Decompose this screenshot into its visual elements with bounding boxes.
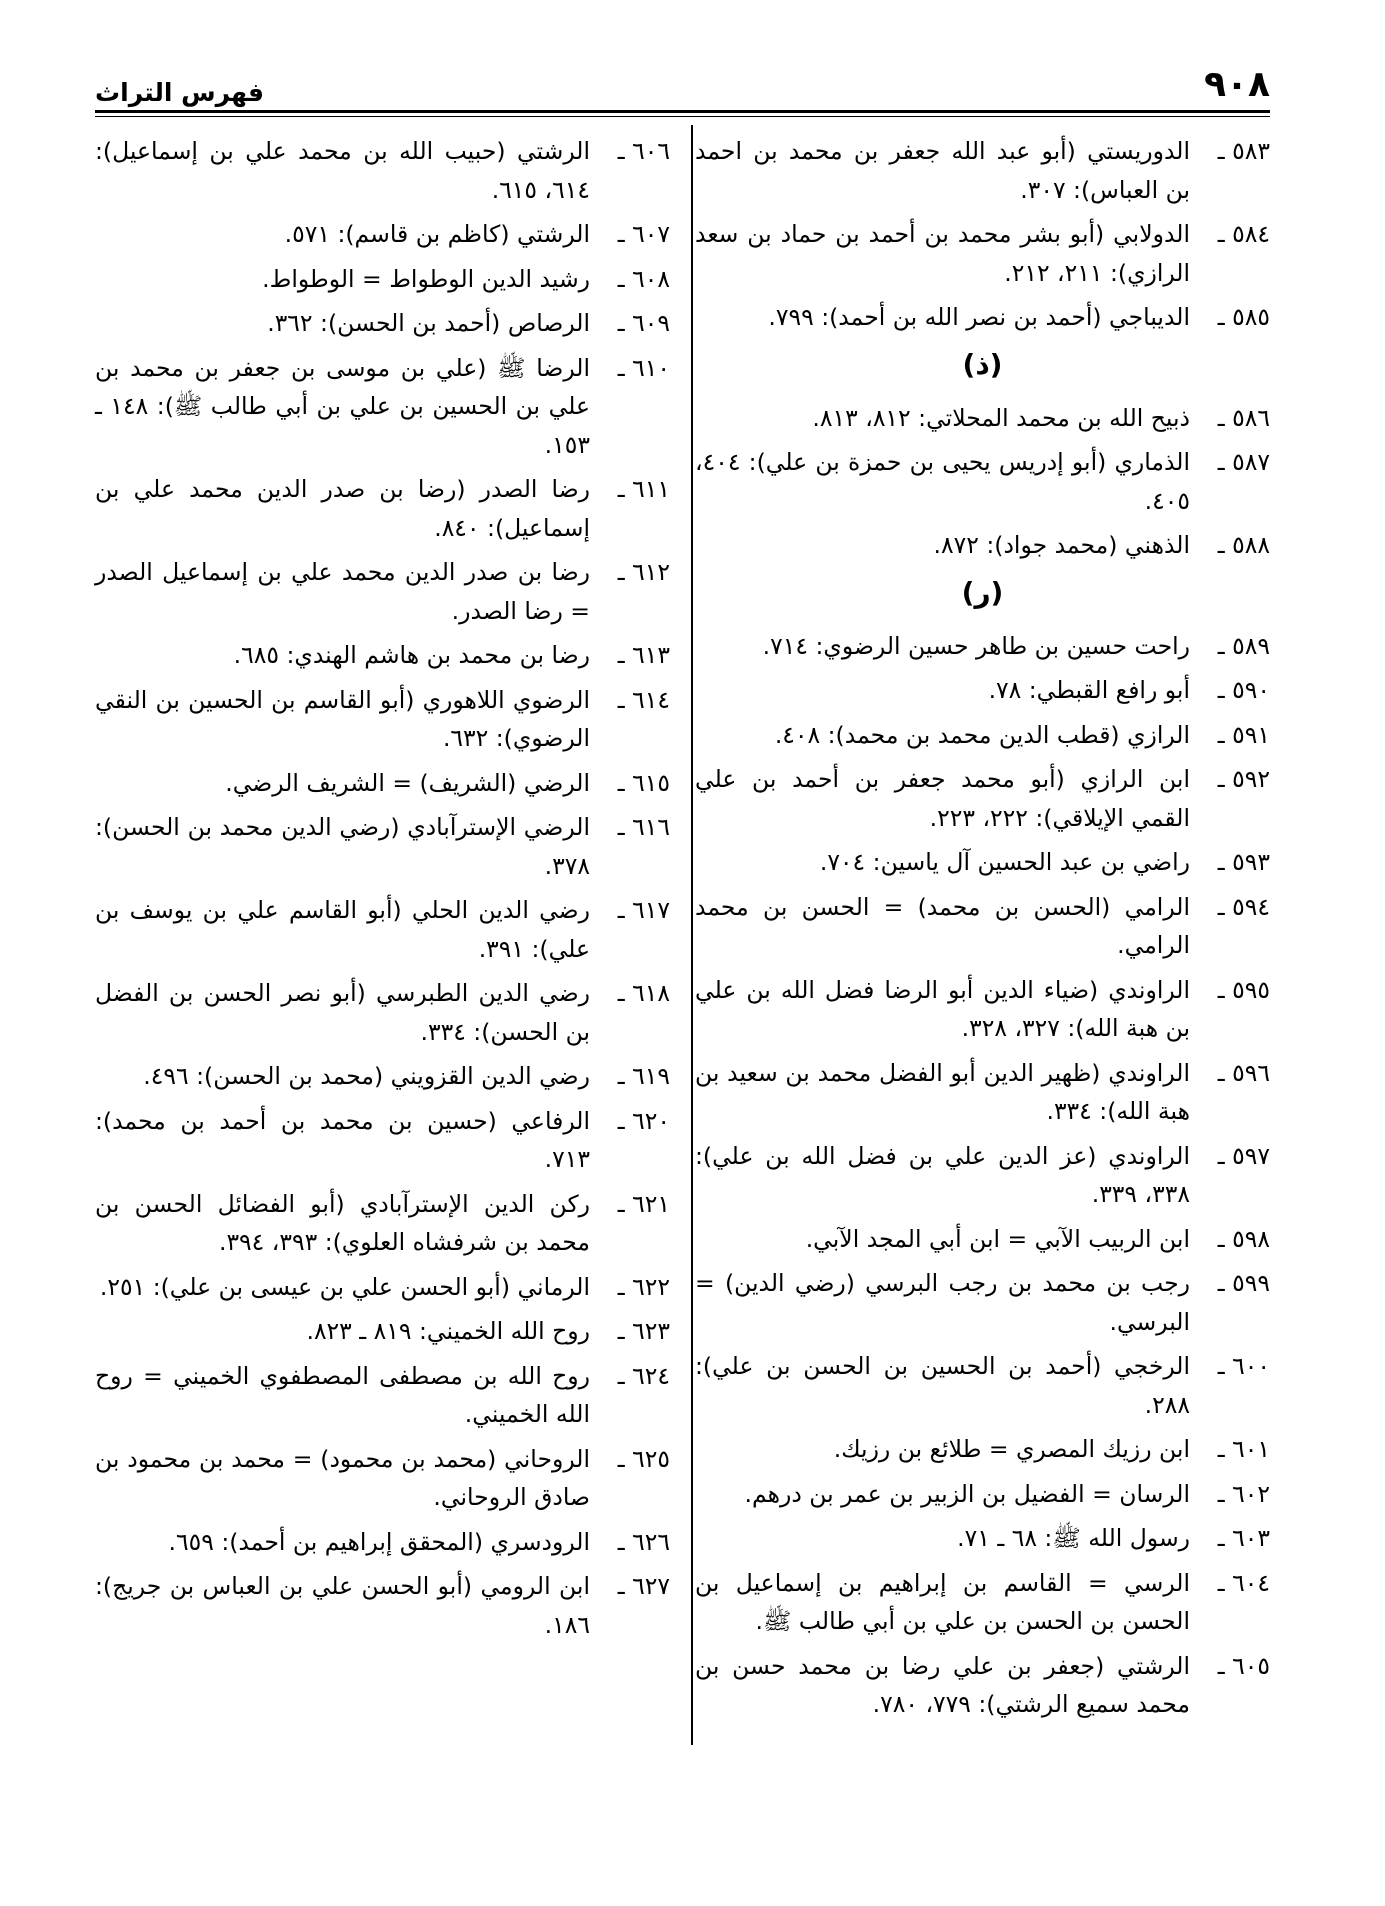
index-entry bbox=[695, 888, 1270, 965]
index-entry bbox=[695, 1264, 1270, 1341]
index-entry bbox=[95, 681, 670, 758]
entry-number: ٦٢٤ ـ bbox=[617, 1361, 670, 1390]
entry-text: الرضي (الشريف) = الشريف الرضي. bbox=[225, 768, 590, 797]
entry-number: ٥٩٥ ـ bbox=[1217, 975, 1270, 1004]
index-entry bbox=[95, 636, 670, 675]
entry-text: راضي بن عبد الحسين آل ياسين: ٧٠٤. bbox=[819, 848, 1190, 876]
index-entry bbox=[695, 1647, 1270, 1724]
entry-text: الرضي الإسترآبادي (رضي الدين محمد بن الحسن): ٣٧٨. bbox=[95, 813, 590, 880]
entry-text: الراوندي (ظهير الدين أبو الفضل محمد بن سعيد بن هبة الله): ٣٣٤. bbox=[695, 1058, 1190, 1125]
entry-text: الروحاني (محمد بن محمود) = محمد بن محمود بن صادق الروحاني. bbox=[95, 1444, 590, 1511]
entry-number: ٦٢٦ ـ bbox=[617, 1527, 670, 1556]
entry-text: الرسان = الفضيل بن الزبير بن عمر بن درهم. bbox=[744, 1479, 1190, 1508]
index-entry bbox=[95, 1523, 670, 1562]
entry-text: الراوندي (عز الدين علي بن فضل الله بن علي): ٣٣٨، ٣٣٩. bbox=[695, 1141, 1190, 1208]
entry-text: الرشتي (كاظم بن قاسم): ٥٧١. bbox=[284, 220, 590, 248]
entry-text: الرازي (قطب الدين محمد بن محمد): ٤٠٨. bbox=[774, 720, 1190, 749]
index-column-left bbox=[95, 132, 670, 1650]
entry-text: رضي الدين الحلي (أبو القاسم علي بن يوسف بن علي): ٣٩١. bbox=[95, 896, 590, 963]
entry-text: أبو رافع القبطي: ٧٨. bbox=[988, 676, 1190, 704]
index-entry bbox=[95, 1057, 670, 1096]
entry-text: الرفاعي (حسين بن محمد بن أحمد بن محمد): ٧١٣. bbox=[95, 1106, 590, 1173]
entry-number: ٦١١ ـ bbox=[617, 475, 670, 503]
index-entry bbox=[95, 553, 670, 630]
entry-text: الدولابي (أبو بشر محمد بن أحمد بن حماد بن سعد الرازي): ٢١١، ٢١٢. bbox=[695, 220, 1190, 287]
index-entry bbox=[95, 304, 670, 343]
entry-text: ابن الرومي (أبو الحسن علي بن العباس بن جريج): ١٨٦. bbox=[95, 1572, 590, 1639]
entry-text: رضا الصدر (رضا بن صدر الدين محمد علي بن إسماعيل): ٨٤٠. bbox=[95, 475, 590, 542]
entry-number: ٦٠٠ ـ bbox=[1217, 1352, 1270, 1380]
entry-number: ٦٢١ ـ bbox=[617, 1189, 670, 1218]
page-header bbox=[95, 58, 1270, 114]
entry-text: ابن الرازي (أبو محمد جعفر بن أحمد بن علي القمي الإيلاقي): ٢٢٢، ٢٢٣. bbox=[695, 765, 1190, 832]
entry-number: ٦٢٧ ـ bbox=[617, 1572, 670, 1600]
entry-number: ٥٨٤ ـ bbox=[1217, 220, 1270, 248]
index-entry bbox=[95, 974, 670, 1051]
entry-number: ٥٩٨ ـ bbox=[1217, 1224, 1270, 1253]
entry-number: ٥٩٢ ـ bbox=[1217, 765, 1270, 793]
entry-number: ٥٩٤ ـ bbox=[1217, 892, 1270, 921]
entry-text: الذهني (محمد جواد): ٨٧٢. bbox=[933, 531, 1190, 559]
entry-text: الرامي (الحسن بن محمد) = الحسن بن محمد الرامي. bbox=[695, 892, 1190, 959]
entry-text: الرشتي (حبيب الله بن محمد علي بن إسماعيل): ٦١٤، ٦١٥. bbox=[95, 137, 590, 204]
entry-number: ٥٨٣ ـ bbox=[1217, 137, 1270, 165]
entry-number: ٦١٦ ـ bbox=[617, 813, 670, 841]
index-entry bbox=[95, 1102, 670, 1179]
index-entry bbox=[695, 1430, 1270, 1469]
entry-number: ٦٠٤ ـ bbox=[1217, 1568, 1270, 1597]
index-entry bbox=[695, 132, 1270, 209]
section-letter-heading: (ر) bbox=[961, 575, 1004, 609]
index-entry bbox=[695, 443, 1270, 520]
entry-number: ٦١٧ ـ bbox=[617, 896, 670, 924]
entry-text: الديباجي (أحمد بن نصر الله بن أحمد): ٧٩٩. bbox=[768, 303, 1190, 331]
entry-text: روح الله بن مصطفى المصطفوي الخميني = روح الله الخميني. bbox=[95, 1361, 590, 1428]
index-entry bbox=[695, 1137, 1270, 1214]
entry-number: ٦٠١ ـ bbox=[1217, 1435, 1270, 1463]
entry-text: الرودسري (المحقق إبراهيم بن أحمد): ٦٥٩. bbox=[168, 1527, 590, 1556]
entry-number: ٦١٥ ـ bbox=[617, 768, 670, 797]
entry-number: ٦١٩ ـ bbox=[617, 1062, 670, 1090]
entry-text: الراوندي (ضياء الدين أبو الرضا فضل الله بن علي بن هبة الله): ٣٢٧، ٣٢٨. bbox=[695, 975, 1190, 1042]
index-entry bbox=[95, 764, 670, 803]
entry-number: ٦١٣ ـ bbox=[617, 641, 670, 669]
entry-text: رضا بن صدر الدين محمد علي بن إسماعيل الصدر = رضا الصدر. bbox=[95, 558, 590, 625]
entry-text: الرضوي اللاهوري (أبو القاسم بن الحسين بن النقي الرضوي): ٦٣٢. bbox=[95, 685, 590, 752]
entry-text: الرماني (أبو الحسن علي بن عيسى بن علي): ٢٥١. bbox=[99, 1272, 590, 1301]
entry-number: ٦٠٦ ـ bbox=[617, 137, 670, 165]
entry-text: ذبيح الله بن محمد المحلاتي: ٨١٢، ٨١٣. bbox=[812, 403, 1190, 432]
index-entry bbox=[95, 1567, 670, 1644]
index-entry bbox=[695, 1475, 1270, 1514]
entry-text: الرصاص (أحمد بن الحسن): ٣٦٢. bbox=[267, 309, 590, 337]
header-rule-thick bbox=[95, 110, 1270, 113]
index-entry bbox=[95, 1312, 670, 1351]
entry-text: رشيد الدين الوطواط = الوطواط. bbox=[262, 264, 590, 293]
running-title: فهرس التراث bbox=[95, 78, 265, 107]
entry-text: روح الله الخميني: ٨١٩ ـ ٨٢٣. bbox=[306, 1317, 590, 1345]
column-divider bbox=[691, 125, 693, 1745]
entry-number: ٥٨٩ ـ bbox=[1217, 631, 1270, 660]
index-entry bbox=[95, 132, 670, 209]
entry-number: ٥٩٦ ـ bbox=[1217, 1058, 1270, 1087]
entry-number: ٦٠٩ ـ bbox=[617, 309, 670, 337]
index-entry bbox=[695, 627, 1270, 666]
entry-text: الرسي = القاسم بن إبراهيم بن إسماعيل بن الحسن بن الحسن بن علي بن أبي طالب ﷺ. bbox=[695, 1568, 1190, 1635]
index-entry bbox=[95, 260, 670, 299]
index-entry bbox=[695, 760, 1270, 837]
entry-text: راحت حسين بن طاهر حسين الرضوي: ٧١٤. bbox=[762, 631, 1190, 660]
entry-number: ٦٢٠ ـ bbox=[617, 1106, 670, 1135]
entry-number: ٥٩٠ ـ bbox=[1217, 676, 1270, 704]
index-entry bbox=[695, 399, 1270, 438]
entry-number: ٥٩٣ ـ bbox=[1217, 848, 1270, 876]
index-entry bbox=[95, 891, 670, 968]
header-rule-thin bbox=[95, 116, 1270, 117]
index-entry bbox=[695, 1564, 1270, 1641]
entry-text: الرخجي (أحمد بن الحسين بن الحسن بن علي): ٢٨٨. bbox=[695, 1352, 1190, 1419]
entry-number: ٦٠٨ ـ bbox=[617, 264, 670, 293]
entry-number: ٥٨٦ ـ bbox=[1217, 403, 1270, 432]
entry-text: ابن الربيب الآبي = ابن أبي المجد الآبي. bbox=[805, 1224, 1190, 1253]
entry-number: ٦١٨ ـ bbox=[617, 979, 670, 1007]
entry-number: ٦٠٥ ـ bbox=[1217, 1651, 1270, 1680]
entry-text: رجب بن محمد بن رجب البرسي (رضي الدين) = البرسي. bbox=[695, 1269, 1190, 1336]
index-entry bbox=[695, 1054, 1270, 1131]
entry-number: ٦١٢ ـ bbox=[617, 558, 670, 586]
entry-text: الرشتي (جعفر بن علي رضا بن محمد حسن بن محمد سميع الرشتي): ٧٧٩، ٧٨٠. bbox=[695, 1651, 1190, 1718]
entry-text: ركن الدين الإسترآبادي (أبو الفضائل الحسن بن محمد بن شرفشاه العلوي): ٣٩٣، ٣٩٤. bbox=[95, 1189, 590, 1256]
index-entry bbox=[695, 971, 1270, 1048]
entry-text: رضي الدين القزويني (محمد بن الحسن): ٤٩٦. bbox=[143, 1062, 590, 1090]
entry-text: رضا بن محمد بن هاشم الهندي: ٦٨٥. bbox=[233, 641, 590, 669]
index-entry bbox=[95, 470, 670, 547]
entry-text: الدوريستي (أبو عبد الله جعفر بن محمد بن احمد بن العباس): ٣٠٧. bbox=[695, 137, 1190, 204]
index-entry bbox=[695, 1220, 1270, 1259]
entry-number: ٦٢٢ ـ bbox=[617, 1272, 670, 1301]
index-entry bbox=[695, 526, 1270, 565]
entry-text: الرضا ﷺ (علي بن موسى بن جعفر بن محمد بن علي بن الحسين بن علي بن أبي طالب ﷺ): ١٤٨ ـ ١٥٣. bbox=[95, 353, 590, 459]
entry-number: ٦٠٣ ـ bbox=[1217, 1524, 1270, 1552]
index-entry bbox=[95, 1185, 670, 1262]
index-entry bbox=[695, 298, 1270, 337]
index-entry bbox=[95, 808, 670, 885]
entry-number: ٥٨٥ ـ bbox=[1217, 303, 1270, 331]
entry-text: ابن رزيك المصري = طلائع بن رزيك. bbox=[833, 1435, 1190, 1463]
index-entry bbox=[95, 1440, 670, 1517]
index-entry bbox=[695, 716, 1270, 755]
entry-number: ٥٩٩ ـ bbox=[1217, 1269, 1270, 1297]
entry-number: ٦١٤ ـ bbox=[617, 685, 670, 714]
entry-number: ٦٢٣ ـ bbox=[617, 1317, 670, 1345]
index-entry bbox=[695, 1519, 1270, 1558]
page-number: ٩٠٨ bbox=[1204, 64, 1270, 105]
entry-text: الذماري (أبو إدريس يحيى بن حمزة بن علي): ٤٠٤، ٤٠٥. bbox=[695, 448, 1190, 515]
entry-number: ٦٠٧ ـ bbox=[617, 220, 670, 248]
index-entry bbox=[95, 1268, 670, 1307]
index-entry bbox=[95, 1357, 670, 1434]
index-entry bbox=[695, 1347, 1270, 1424]
entry-number: ٥٨٧ ـ bbox=[1217, 448, 1270, 476]
index-entry bbox=[695, 843, 1270, 882]
index-entry bbox=[95, 215, 670, 254]
entry-number: ٥٨٨ ـ bbox=[1217, 531, 1270, 559]
index-entry bbox=[695, 215, 1270, 292]
entry-number: ٥٩١ ـ bbox=[1217, 720, 1270, 749]
index-entry bbox=[695, 671, 1270, 710]
index-column-right bbox=[695, 132, 1270, 1730]
entry-number: ٦١٠ ـ bbox=[617, 353, 670, 382]
index-entry bbox=[95, 349, 670, 465]
entry-number: ٦٠٢ ـ bbox=[1217, 1479, 1270, 1508]
entry-number: ٦٢٥ ـ bbox=[617, 1444, 670, 1473]
entry-text: رسول الله ﷺ: ٦٨ ـ ٧١. bbox=[957, 1524, 1190, 1552]
entry-text: رضي الدين الطبرسي (أبو نصر الحسن بن الفضل بن الحسن): ٣٣٤. bbox=[95, 979, 590, 1046]
section-letter-heading: (ذ) bbox=[962, 347, 1003, 381]
entry-number: ٥٩٧ ـ bbox=[1217, 1141, 1270, 1170]
